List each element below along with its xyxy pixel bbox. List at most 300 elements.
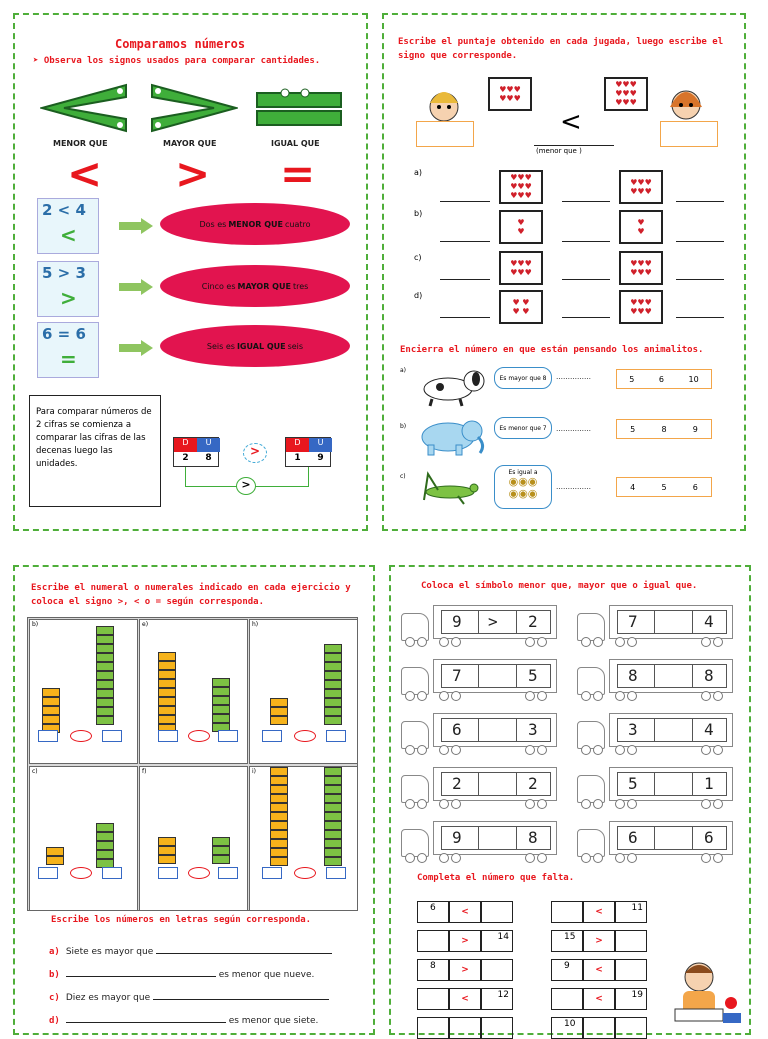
answer-box[interactable] — [326, 867, 346, 879]
options-a — [616, 369, 712, 389]
wheel-icon — [439, 799, 449, 809]
sentence-text: Diez es mayor que — [65, 993, 153, 1003]
wheel-icon — [615, 637, 625, 647]
truck-number: 5 — [628, 774, 638, 793]
truck — [401, 655, 559, 699]
animal-letter-c: c) — [400, 473, 406, 480]
answer-line[interactable] — [676, 279, 724, 280]
option[interactable]: 10 — [688, 374, 699, 384]
wheel-icon — [537, 853, 547, 863]
panel1-subtitle: ➤ Observa los signos usados para comparar cantidades. — [33, 56, 321, 66]
card-bottom: < — [60, 223, 77, 247]
croc-igual-icon-svg — [255, 87, 343, 129]
wheel-icon — [537, 745, 547, 755]
girl-icon — [668, 83, 704, 123]
oval-text: Seis es — [206, 341, 235, 351]
animal-letter-b: b) — [400, 423, 407, 430]
wheel-icon — [537, 799, 547, 809]
d-label: D — [286, 438, 309, 452]
left-cell[interactable] — [551, 988, 583, 1010]
animal-letter-a: a) — [400, 367, 407, 374]
right-cell[interactable] — [615, 1017, 647, 1039]
left-cell[interactable]: 6 — [417, 901, 449, 923]
dog-icon — [410, 367, 490, 407]
truck-number: 3 — [628, 720, 638, 739]
answer-line[interactable] — [676, 241, 724, 242]
wheel-icon — [627, 691, 637, 701]
missing-number-table — [551, 930, 647, 952]
example-dice-2: ♥♥♥ ♥♥♥ ♥♥♥ — [604, 77, 648, 111]
row-letter-b: b) — [414, 209, 423, 218]
oval-mayor — [160, 265, 350, 307]
truck — [401, 709, 559, 753]
green-stack — [212, 837, 230, 864]
sentence-letter: a) — [49, 947, 60, 957]
girl-score-box[interactable] — [660, 121, 718, 147]
dice-d1: ♥ ♥ ♥ ♥ — [499, 290, 543, 324]
example-line — [534, 145, 614, 146]
wheel-icon — [405, 853, 415, 863]
bubble-c — [494, 465, 552, 509]
wheel-icon — [593, 799, 603, 809]
wheel-icon — [537, 691, 547, 701]
elephant-icon — [416, 415, 488, 457]
oval-text: Dos es — [199, 219, 227, 229]
row-letter-a: a) — [414, 168, 423, 177]
truck-number: 4 — [704, 612, 714, 631]
sentence-letter: b) — [49, 970, 60, 980]
wheel-icon — [451, 853, 461, 863]
wheel-icon — [451, 745, 461, 755]
panel-comparamos — [13, 13, 368, 531]
truck-cab — [401, 613, 429, 641]
wheel-icon — [525, 853, 535, 863]
symbol-greater: > — [175, 149, 211, 198]
wheel-icon — [701, 853, 711, 863]
truck-cab — [577, 721, 605, 749]
green-stack — [96, 626, 114, 725]
panel3-title2: Escribe los números en letras según corresponda. — [51, 915, 312, 925]
truck-number: 6 — [628, 828, 638, 847]
right-cell[interactable]: 19 — [615, 988, 647, 1010]
sign-cell: > — [583, 930, 615, 952]
example-dice-1: ♥♥♥ ♥♥♥ — [488, 77, 532, 111]
sentence-b — [49, 970, 314, 980]
answer-box[interactable] — [38, 730, 58, 742]
wheel-icon — [713, 853, 723, 863]
option[interactable]: 6 — [658, 374, 664, 384]
dots: …………… — [556, 373, 591, 381]
right-cell[interactable] — [481, 1017, 513, 1039]
green-stack — [212, 678, 230, 732]
wheel-icon — [417, 691, 427, 701]
truck-cab — [401, 775, 429, 803]
truck-number: 6 — [704, 828, 714, 847]
answer-box[interactable] — [158, 867, 178, 879]
sign-circle[interactable] — [70, 867, 92, 879]
panel3-title: Escribe el numeral o numerales indicado en cada ejercicio y coloca el signo >, < o = según corresponda. — [31, 583, 351, 607]
croc-menor-icon — [40, 83, 128, 133]
card-bottom: > — [60, 286, 77, 310]
blank-line[interactable] — [153, 999, 329, 1000]
answer-line[interactable] — [676, 201, 724, 202]
options-c — [616, 477, 712, 497]
truck-number: 3 — [528, 720, 538, 739]
oval-menor — [160, 203, 350, 245]
label-menor: MENOR QUE — [53, 139, 108, 148]
wheel-icon — [581, 745, 591, 755]
wheel-icon — [405, 637, 415, 647]
elephant-icon-svg — [416, 415, 488, 457]
truck-window — [441, 772, 551, 796]
u-label: U — [309, 438, 332, 452]
right-cell[interactable] — [481, 901, 513, 923]
truck-window — [617, 772, 727, 796]
dice-d2: ♥♥♥ ♥♥♥ — [619, 290, 663, 324]
d-value: 1 — [294, 453, 301, 463]
wheel-icon — [417, 745, 427, 755]
wheel-icon — [417, 799, 427, 809]
panel1-title: Comparamos números — [115, 37, 246, 51]
wheel-icon — [713, 637, 723, 647]
dots: …………… — [556, 483, 591, 491]
answer-line[interactable] — [562, 279, 610, 280]
truck — [577, 655, 735, 699]
wheel-icon — [593, 745, 603, 755]
sign-cell: < — [449, 988, 481, 1010]
wheel-icon — [405, 799, 415, 809]
truck-number: 7 — [628, 612, 638, 631]
row-letter-d: d) — [414, 291, 423, 300]
right-cell[interactable] — [481, 959, 513, 981]
arrow-right-icon — [119, 218, 153, 234]
bubble-b: Es menor que 7 — [494, 417, 552, 439]
blank-line[interactable] — [156, 953, 332, 954]
wheel-icon — [593, 691, 603, 701]
answer-box[interactable] — [262, 867, 282, 879]
options-b — [616, 419, 712, 439]
yellow-stack — [270, 698, 288, 725]
green-stack — [96, 823, 114, 868]
boy-score-box[interactable] — [416, 121, 474, 147]
sentence-c — [49, 993, 329, 1003]
sign-cell: < — [583, 988, 615, 1010]
option[interactable]: 5 — [629, 374, 635, 384]
cell-letter: h) — [252, 621, 259, 628]
truck — [577, 817, 735, 861]
panel-puntaje — [382, 13, 746, 531]
sentence-text: es menor que siete. — [225, 1016, 319, 1026]
croc-menor-icon-svg — [40, 83, 128, 133]
wheel-icon — [627, 853, 637, 863]
answer-line[interactable] — [676, 317, 724, 318]
wheel-icon — [537, 637, 547, 647]
wheel-icon — [701, 799, 711, 809]
sign-circle[interactable] — [188, 867, 210, 879]
oval-text-post: tres — [292, 281, 309, 291]
wheel-icon — [581, 853, 591, 863]
dice-b1: ♥ ♥ — [499, 210, 543, 244]
compare-sign: > — [243, 443, 267, 463]
example-card-2 — [37, 261, 99, 317]
answer-line[interactable] — [440, 317, 490, 318]
bubble-a: Es mayor que 8 — [494, 367, 552, 389]
right-cell[interactable]: 12 — [481, 988, 513, 1010]
cell-i — [249, 766, 358, 911]
truck — [401, 601, 559, 645]
truck-window — [617, 610, 727, 634]
truck-number: 2 — [528, 774, 538, 793]
croc-igual-icon — [255, 87, 343, 129]
wheel-icon — [525, 745, 535, 755]
left-cell[interactable]: 15 — [551, 930, 583, 952]
sign-cell: < — [583, 959, 615, 981]
sign-circle[interactable] — [294, 730, 316, 742]
sentence-text: es menor que nueve. — [215, 970, 315, 980]
left-cell[interactable]: 10 — [551, 1017, 583, 1039]
left-cell[interactable] — [417, 930, 449, 952]
wheel-icon — [405, 745, 415, 755]
truck-number: 2 — [452, 774, 462, 793]
dice-a2: ♥♥♥ ♥♥♥ — [619, 170, 663, 204]
right-cell[interactable] — [615, 930, 647, 952]
oval-bold: MAYOR QUE — [237, 281, 291, 291]
right-cell[interactable]: 14 — [481, 930, 513, 952]
left-cell[interactable]: 8 — [417, 959, 449, 981]
panel4-title2: Completa el número que falta. — [417, 873, 575, 883]
panel4-title: Coloca el símbolo menor que, mayor que o igual que. — [421, 581, 698, 591]
truck — [577, 601, 735, 645]
dice-c2: ♥♥♥ ♥♥♥ — [619, 251, 663, 285]
answer-line[interactable] — [562, 317, 610, 318]
answer-line[interactable] — [440, 241, 490, 242]
left-cell[interactable]: 9 — [551, 959, 583, 981]
label-igual: IGUAL QUE — [271, 139, 320, 148]
card-top: 5 > 3 — [42, 264, 86, 282]
cell-letter: e) — [142, 621, 149, 628]
dice-a1: ♥♥♥ ♥♥♥ ♥♥♥ — [499, 170, 543, 204]
left-cell[interactable] — [417, 1017, 449, 1039]
answer-line[interactable] — [562, 201, 610, 202]
cell-letter: i) — [252, 768, 257, 775]
blank-line[interactable] — [66, 1022, 226, 1023]
sign-circle[interactable] — [188, 730, 210, 742]
blank-line[interactable] — [66, 976, 216, 977]
answer-line[interactable] — [440, 279, 490, 280]
truck-cab — [577, 667, 605, 695]
answer-box[interactable] — [218, 867, 238, 879]
truck-number: 4 — [704, 720, 714, 739]
wheel-icon — [581, 637, 591, 647]
truck-number: 8 — [528, 828, 538, 847]
sentence-letter: d) — [49, 1016, 60, 1026]
sign-cell: < — [583, 901, 615, 923]
wheel-icon — [713, 799, 723, 809]
wheel-icon — [451, 637, 461, 647]
boy-reading-icon — [665, 957, 743, 1027]
cell-h — [249, 619, 358, 764]
wheel-icon — [439, 637, 449, 647]
truck — [577, 709, 735, 753]
card-top: 2 < 4 — [42, 201, 86, 219]
panel-camiones — [389, 565, 751, 1035]
missing-number-table — [551, 901, 647, 923]
sign-cell: > — [449, 959, 481, 981]
option[interactable]: 4 — [630, 482, 636, 492]
dice-b2: ♥ ♥ — [619, 210, 663, 244]
wheel-icon — [627, 637, 637, 647]
wheel-icon — [525, 691, 535, 701]
label-mayor: MAYOR QUE — [163, 139, 217, 148]
wheel-icon — [581, 799, 591, 809]
wheel-icon — [615, 691, 625, 701]
truck-window — [617, 826, 727, 850]
answer-line[interactable] — [562, 241, 610, 242]
sign-cell — [583, 1017, 615, 1039]
wheel-icon — [713, 691, 723, 701]
croc-mayor-icon — [150, 83, 238, 133]
wheel-icon — [451, 799, 461, 809]
answer-box[interactable] — [38, 867, 58, 879]
wheel-icon — [615, 853, 625, 863]
truck-number: 9 — [452, 612, 462, 631]
girl-face-icon — [668, 83, 704, 123]
oval-bold: MENOR QUE — [228, 219, 283, 229]
answer-box[interactable] — [326, 730, 346, 742]
card-bottom: = — [60, 347, 77, 371]
wheel-icon — [593, 637, 603, 647]
truck-number: 6 — [452, 720, 462, 739]
missing-number-table — [551, 1017, 647, 1039]
truck-cab — [577, 613, 605, 641]
grasshopper-icon-svg — [418, 470, 486, 506]
oval-text: Cinco es — [201, 281, 236, 291]
answer-box[interactable] — [262, 730, 282, 742]
truck-window — [441, 826, 551, 850]
yellow-stack — [158, 652, 176, 733]
right-cell[interactable] — [615, 959, 647, 981]
sign-circle[interactable] — [70, 730, 92, 742]
wheel-icon — [525, 799, 535, 809]
green-stack — [324, 644, 342, 725]
note-box — [29, 395, 161, 507]
sentence-d — [49, 1016, 318, 1026]
card-top: 6 = 6 — [42, 325, 86, 343]
example-sign: < — [560, 107, 582, 137]
sentence-text: Siete es mayor que — [65, 947, 157, 957]
answer-box[interactable] — [102, 730, 122, 742]
missing-number-table — [417, 901, 513, 923]
wheel-icon — [405, 691, 415, 701]
truck-number: 7 — [452, 666, 462, 685]
symbol-less: < — [67, 149, 103, 198]
panel2-title: Escribe el puntaje obtenido en cada jugada, luego escribe el signo que corresponde. — [398, 37, 724, 61]
left-cell[interactable] — [551, 901, 583, 923]
left-cell[interactable] — [417, 988, 449, 1010]
dots: …………… — [556, 425, 591, 433]
cell-letter: f) — [142, 768, 147, 775]
example-card-1 — [37, 198, 99, 254]
panel2-title2: Encierra el número en que están pensando los animalitos. — [400, 345, 704, 355]
missing-number-table — [551, 959, 647, 981]
cell-b — [29, 619, 138, 764]
truck-window — [617, 718, 727, 742]
missing-number-table — [417, 1017, 513, 1039]
wheel-icon — [701, 637, 711, 647]
d-label: D — [174, 438, 197, 452]
boy-reading-icon-svg — [665, 957, 743, 1027]
yellow-stack — [158, 837, 176, 864]
option[interactable]: 6 — [692, 482, 698, 492]
truck-number: 2 — [528, 612, 538, 631]
truck — [401, 817, 559, 861]
oval-bold: IGUAL QUE — [236, 341, 286, 351]
note-text: Para comparar números de 2 cifras se comienza a comparar las cifras de las decenas luego las unidades. — [36, 407, 152, 469]
wheel-icon — [439, 745, 449, 755]
truck-number: 5 — [528, 666, 538, 685]
option[interactable]: 5 — [661, 482, 667, 492]
coins-icon: ◉◉◉ ◉◉◉ — [508, 475, 538, 500]
truck-sign[interactable]: > — [488, 612, 498, 631]
arrow-right-icon — [119, 279, 153, 295]
truck-cab — [577, 775, 605, 803]
place-value-left — [173, 437, 219, 467]
green-stack — [324, 767, 342, 866]
yellow-stack — [270, 767, 288, 866]
wheel-icon — [451, 691, 461, 701]
truck-window — [441, 718, 551, 742]
option[interactable]: 5 — [630, 424, 636, 434]
option[interactable]: 9 — [692, 424, 698, 434]
cell-letter: b) — [32, 621, 39, 628]
wheel-icon — [439, 691, 449, 701]
wheel-icon — [417, 637, 427, 647]
wheel-icon — [439, 853, 449, 863]
sign-circle[interactable] — [294, 867, 316, 879]
missing-number-table — [417, 930, 513, 952]
yellow-stack — [42, 688, 60, 733]
answer-box[interactable] — [158, 730, 178, 742]
place-value-right — [285, 437, 331, 467]
boy-face-icon — [426, 85, 462, 125]
answer-box[interactable] — [102, 867, 122, 879]
option[interactable]: 8 — [661, 424, 667, 434]
sentence-a — [49, 947, 332, 957]
answer-box[interactable] — [218, 730, 238, 742]
example-card-3 — [37, 322, 99, 378]
answer-line[interactable] — [440, 201, 490, 202]
wheel-icon — [417, 853, 427, 863]
yellow-stack — [46, 847, 64, 865]
symbol-equal: = — [280, 149, 316, 198]
oval-text-post: seis — [287, 341, 304, 351]
wheel-icon — [627, 745, 637, 755]
row-letter-c: c) — [414, 253, 422, 262]
u-value: 9 — [317, 453, 324, 463]
cell-letter: c) — [32, 768, 38, 775]
croc-mayor-icon-svg — [150, 83, 238, 133]
truck-number: 9 — [452, 828, 462, 847]
truck-cab — [577, 829, 605, 857]
right-cell[interactable]: 11 — [615, 901, 647, 923]
truck-number: 1 — [704, 774, 714, 793]
cell-c — [29, 766, 138, 911]
u-label: U — [197, 438, 220, 452]
wheel-icon — [615, 745, 625, 755]
sign-cell: > — [449, 930, 481, 952]
sign-cell — [449, 1017, 481, 1039]
wheel-icon — [701, 691, 711, 701]
